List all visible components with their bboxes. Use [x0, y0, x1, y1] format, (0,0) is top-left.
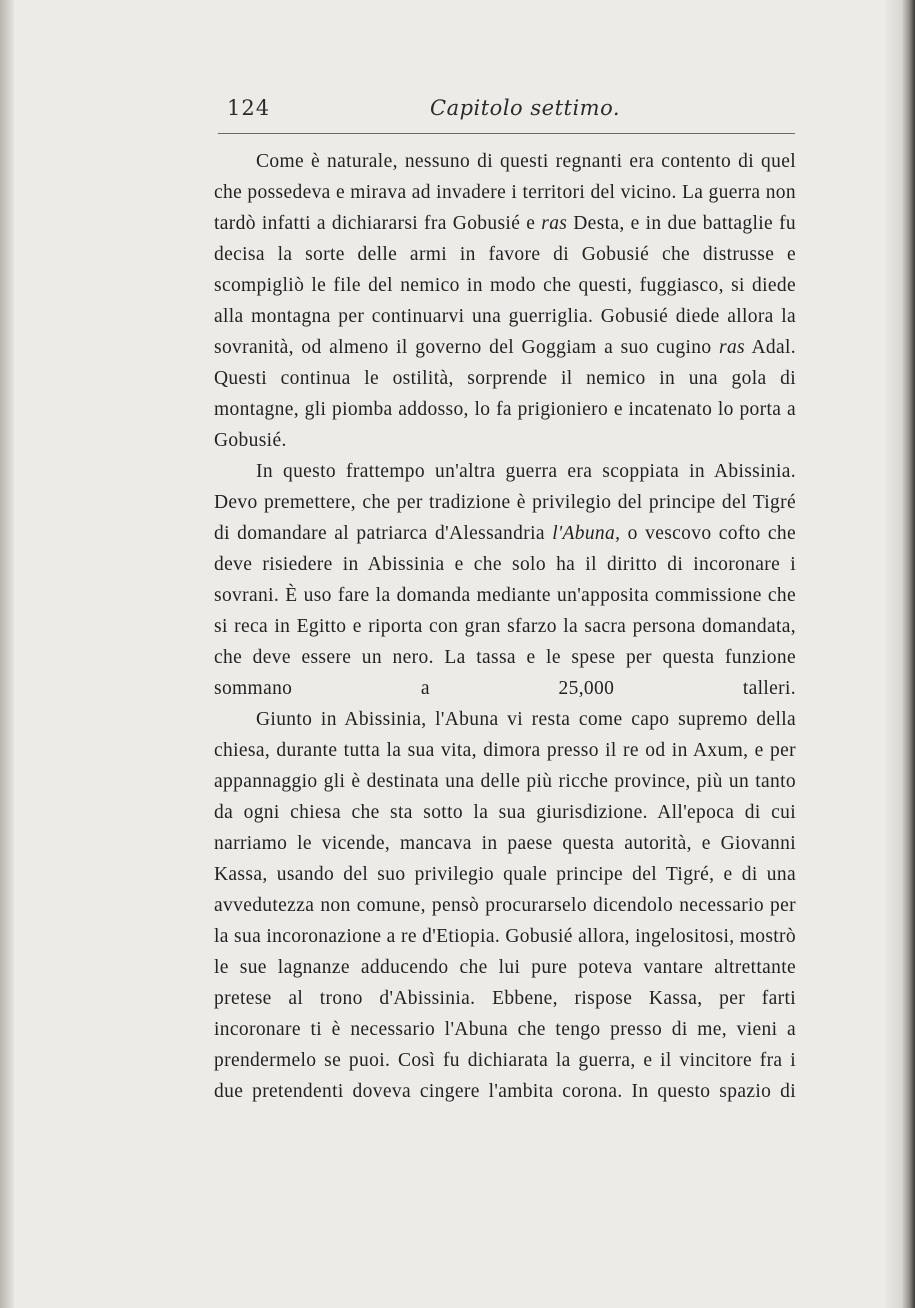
- header-rule: [218, 133, 795, 134]
- paragraph-1: [214, 146, 796, 456]
- paragraph-2-text-b: o vescovo cofto che deve risiedere in Abissinia e che solo ha il diritto di incoronare i sovrani. È uso fare la domanda mediante un'apposita commissione che si reca in Egitto e riporta con gran sfarzo la sacra persona domandata, che deve essere un nero. La tassa e le spese per questa funzione sommano a 25,000 talleri.: [214, 523, 796, 699]
- paragraph-2: [214, 456, 796, 704]
- paragraph-1-text-a: Come è naturale, nessuno di questi regnanti era contento di quel che possedeva e mirava ad invadere i territori del vicino. La guerra non tardò infatti a dichiararsi fra Gobusié e: [214, 151, 796, 234]
- body-text: [214, 146, 796, 1107]
- paragraph-1-text-c: Adal. Questi continua le ostilità, sorprende il nemico in una gola di montagne, gli piomba addosso, lo fa prigioniero e incatenato lo porta a Gobusié.: [214, 337, 796, 451]
- running-title: Capitolo settimo.: [430, 96, 621, 120]
- paragraph-2-abuna: l'Abuna,: [552, 523, 621, 544]
- page-header: [225, 96, 795, 132]
- paragraph-1-text-b: Desta, e in due battaglie fu decisa la sorte delle armi in favore di Gobusié che distrusse e scompigliò le file del nemico in modo che questi, fuggiasco, si diede alla montagna per continuarvi una guerriglia. Gobusié diede allora la sovranità, od almeno il governo del Goggiam a suo cugino: [214, 213, 797, 358]
- page-gutter-shadow: [0, 0, 14, 1308]
- paragraph-1-ras-2: ras: [719, 337, 745, 358]
- page-number: 124: [227, 96, 271, 120]
- paragraph-2-text-a: In questo frattempo un'altra guerra era scoppiata in Abissinia. Devo premettere, che per tradizione è privilegio del principe del Tigré di domandare al patriarca d'Alessandria: [214, 461, 796, 544]
- page-edge-shadow: [885, 0, 915, 1308]
- paragraph-3: [214, 704, 796, 1107]
- paragraph-1-ras-1: ras: [541, 213, 568, 234]
- paragraph-3-text: Giunto in Abissinia, l'Abuna vi resta come capo supremo della chiesa, durante tutta la sua vita, dimora presso il re od in Axum, e per appannaggio gli è destinata una delle più ricche province, più un tanto da ogni chiesa che sta sotto la sua giurisdizione. All'epoca di cui narriamo le vicende, mancava in paese questa autorità, e Giovanni Kassa, usando del suo privilegio quale principe del Tigré, e di una avvedutezza non comune, pensò procurarselo dicendolo necessario per la sua incoronazione a re d'Etiopia. Gobusié allora, ingelositosi, mostrò le sue lagnanze adducendo che lui pure poteva vantare altrettante pretese al trono d'Abissinia. Ebbene, rispose Kassa, per farti incoronare ti è necessario l'Abuna che tengo presso di me, vieni a prendermelo se puoi. Così fu dichiarata la guerra, e il vincitore fra i due pretendenti doveva cingere l'ambita corona. In questo spazio di: [214, 709, 796, 1102]
